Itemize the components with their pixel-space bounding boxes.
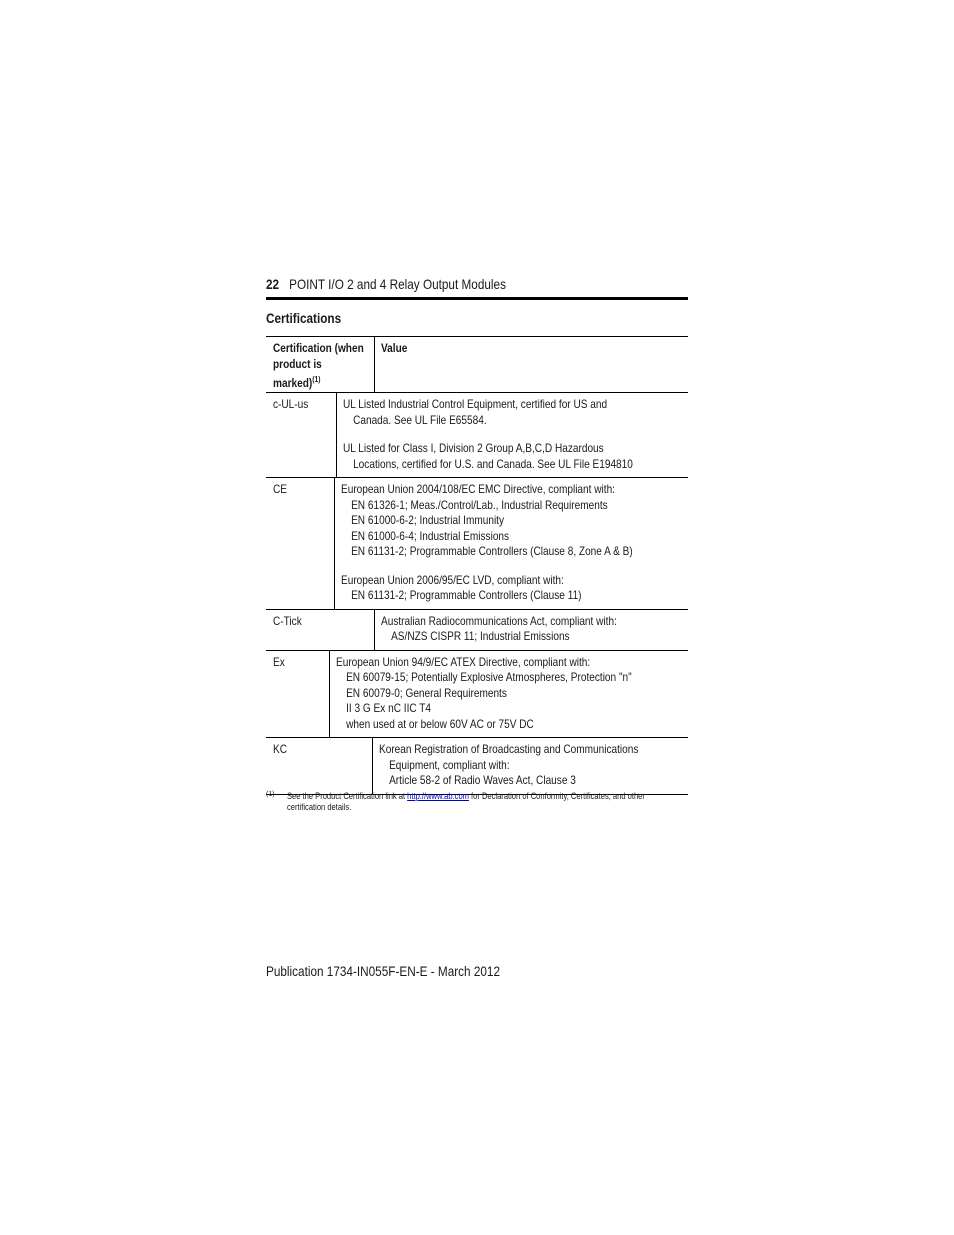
value-line: EN 60079-0; General Requirements [346, 685, 507, 700]
value-line: when used at or below 60V AC or 75V DC [346, 716, 534, 731]
table-header-row [266, 337, 688, 393]
value-line: EN 61326-1; Meas./Control/Lab., Industrial Requirements [350, 497, 608, 512]
cert-value-cell [335, 478, 688, 609]
value-line: EN 61000-6-2; Industrial Immunity [350, 513, 504, 527]
cert-name-cell: C-Tick [266, 610, 375, 650]
publication-footer: Publication 1734-IN055F-EN-E - March 2012 [266, 963, 501, 979]
table-body [266, 393, 688, 795]
certifications-table [266, 336, 688, 795]
cert-value-cell [337, 393, 688, 477]
table-row [266, 651, 688, 739]
table-row [266, 478, 688, 610]
cert-value-cell [373, 738, 688, 794]
header-rule [266, 297, 688, 300]
footnote-ref: (1) [312, 375, 321, 384]
page-header [266, 276, 506, 292]
value-line: EN 61131-2; Programmable Controllers (Clause 8, Zone A & B) [350, 544, 633, 558]
value-line: Canada. See UL File E65584. [352, 412, 487, 427]
value-line: UL Listed Industrial Control Equipment, certified for US and [342, 397, 607, 411]
table-row [266, 393, 688, 478]
footnote-marker: (1) [266, 791, 275, 798]
value-line: EN 60079-15; Potentially Explosive Atmospheres, Protection "n" [346, 670, 632, 684]
page-number: 22 [266, 276, 280, 292]
cert-name-cell: KC [266, 738, 373, 794]
header-title: POINT I/O 2 and 4 Relay Output Modules [289, 276, 506, 292]
line-gap [343, 428, 688, 441]
value-line: UL Listed for Class I, Division 2 Group A,B,C,D Hazardous [342, 441, 604, 455]
cert-name-cell: Ex [266, 651, 330, 738]
value-line: EN 61000-6-4; Industrial Emissions [350, 528, 509, 543]
value-line: AS/NZS CISPR 11; Industrial Emissions [391, 629, 570, 643]
value-line: Article 58-2 of Radio Waves Act, Clause 3 [389, 773, 576, 787]
value-line: Locations, certified for U.S. and Canada. See UL File E194810 [352, 456, 633, 471]
value-line: Korean Registration of Broadcasting and Communications [379, 742, 639, 756]
ab-link[interactable]: http://www.ab.com [407, 791, 469, 801]
value-line: Equipment, compliant with: [389, 757, 510, 772]
section-title: Certifications [266, 310, 342, 326]
cert-value-cell [375, 610, 688, 650]
value-line: Australian Radiocommunications Act, compliant with: [381, 613, 617, 628]
cert-name-cell: CE [266, 478, 335, 609]
value-line: European Union 2006/95/EC LVD, compliant with: [340, 572, 564, 587]
value-line: II 3 G Ex nC IIC T4 [346, 701, 432, 715]
col-header-value: Value [381, 341, 408, 355]
value-line: EN 61131-2; Programmable Controllers (Clause 11) [350, 588, 582, 602]
value-line: European Union 2004/108/EC EMC Directive, compliant with: [340, 482, 615, 496]
table-row [266, 610, 688, 651]
col-header-certification: Certification (when product is marked)$^{(1)}$ [266, 337, 375, 392]
value-line: European Union 94/9/EC ATEX Directive, compliant with: [335, 654, 591, 669]
line-gap [341, 560, 688, 573]
table-row [266, 738, 688, 795]
cert-value-cell [330, 651, 688, 738]
cert-name-cell: c-UL-us [266, 393, 337, 477]
